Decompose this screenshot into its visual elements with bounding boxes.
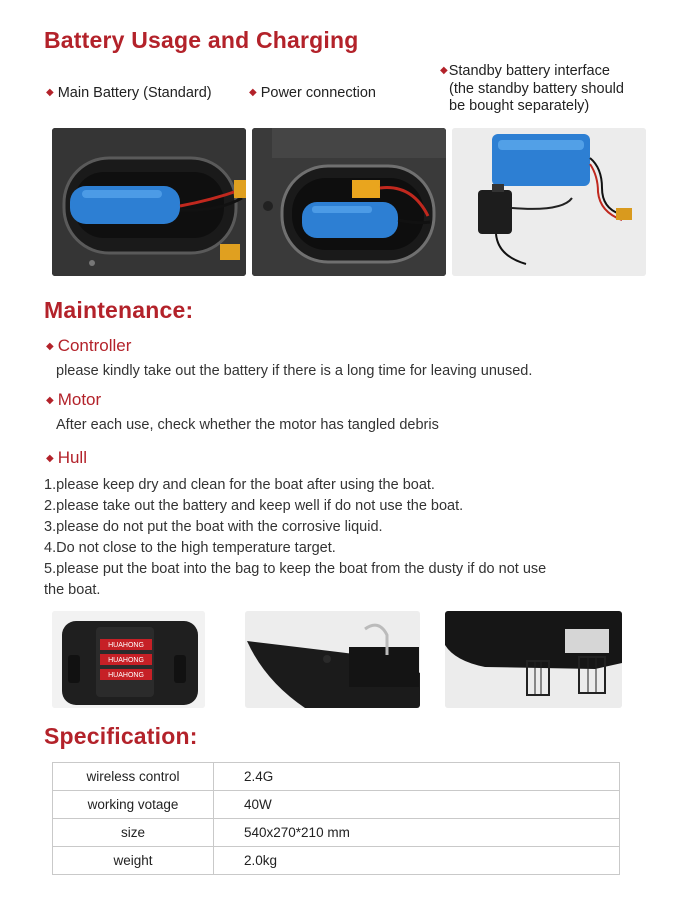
specification-table [52,762,620,875]
hull-item: 3.please do not put the boat with the corrosive liquid. [44,519,383,535]
main-battery-photo [52,128,246,276]
boat-motor-photo [245,611,420,708]
table-row [53,763,620,791]
bullet-icon: ◆ [46,395,54,406]
caption-standby-battery: ◆Standby battery interface (the standby battery should be bought separately) [440,63,624,114]
caption-power-connection: ◆ Power connection [249,85,376,101]
hull-heading: ◆ Hull [46,448,87,467]
spec-key: size [53,819,214,847]
table-row [53,791,620,819]
controller-heading: ◆ Controller [46,336,132,355]
bullet-icon: ◆ [249,87,257,98]
spec-key: working votage [53,791,214,819]
spec-value: 540x270*210 mm [214,819,620,847]
hull-item: 2.please take out the battery and keep well if do not use the boat. [44,498,464,514]
maintenance-title: Maintenance: [44,297,194,323]
hull-item: 4.Do not close to the high temperature target. [44,540,336,556]
caption-main-battery: ◆ Main Battery (Standard) [46,85,212,101]
table-row [53,847,620,875]
remote-brand-label: HUAHONG [108,657,144,664]
battery-section-title: Battery Usage and Charging [44,27,359,53]
spec-value: 40W [214,791,620,819]
bullet-icon: ◆ [46,341,54,352]
standby-battery-photo [452,128,646,276]
spec-value: 2.0kg [214,847,620,875]
bullet-icon: ◆ [46,87,54,98]
spec-key: weight [53,847,214,875]
spec-key: wireless control [53,763,214,791]
controller-battery-photo [52,611,205,708]
table-row [53,819,620,847]
motor-text: After each use, check whether the motor has tangled debris [56,417,439,433]
motor-heading: ◆ Motor [46,390,102,409]
hull-bottom-photo [445,611,622,708]
hull-item: 1.please keep dry and clean for the boat after using the boat. [44,477,435,493]
specification-title: Specification: [44,723,198,749]
power-connection-photo [252,128,446,276]
remote-brand-label: HUAHONG [108,672,144,679]
hull-item: the boat. [44,582,101,598]
bullet-icon: ◆ [46,453,54,464]
spec-value: 2.4G [214,763,620,791]
bullet-icon: ◆ [440,65,448,76]
controller-text: please kindly take out the battery if there is a long time for leaving unused. [56,363,533,379]
hull-item: 5.please put the boat into the bag to keep the boat from the dusty if do not use [44,561,547,577]
hull-list [44,475,546,601]
remote-brand-label: HUAHONG [108,642,144,649]
